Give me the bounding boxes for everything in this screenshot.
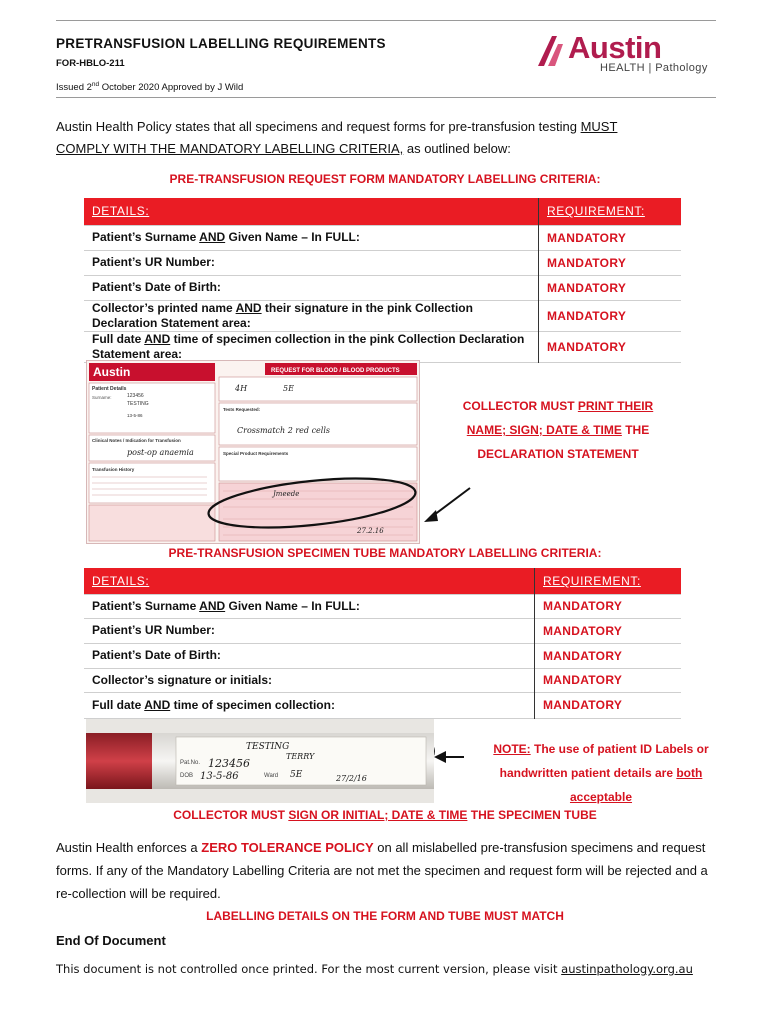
- form-row-detail: [84, 300, 539, 331]
- detail-text: Patient’s Date of Birth:: [92, 648, 221, 662]
- policy-paragraph: [56, 836, 722, 905]
- tube-row-detail: [84, 594, 535, 618]
- policy-text: Austin Health enforces a: [56, 840, 202, 855]
- tube-collector-instruction: [0, 808, 770, 822]
- policy-text: on all mislabelled pre-transfusion specimens and request forms. If any of the Mandatory Labelling Criteria are not met the specimen and request form will be rejected and a re-collection will be required.: [56, 840, 708, 901]
- form-sig-hand: Jmeede: [273, 490, 300, 498]
- form-bed-hand: 5E: [283, 384, 294, 393]
- form-row-requirement: MANDATORY: [547, 255, 627, 270]
- detail-underlined: AND: [144, 697, 171, 712]
- form-row: [84, 225, 681, 250]
- issued-prefix: Issued 2: [56, 82, 92, 94]
- tube-row-detail: [84, 692, 535, 718]
- tube-given-hand: TERRY: [286, 752, 315, 761]
- document-title: PRETRANSFUSION LABELLING REQUIREMENTS: [56, 36, 386, 51]
- form-header-details: DETAILS:: [84, 198, 539, 225]
- tube-row: [84, 594, 681, 618]
- note-text: handwritten patient details are: [499, 766, 677, 780]
- end-of-document: End Of Document: [56, 933, 166, 948]
- request-form-drawing: [87, 361, 419, 543]
- form-row: [84, 250, 681, 275]
- form-row-requirement: MANDATORY: [547, 308, 627, 323]
- form-given: TESTING: [127, 401, 149, 407]
- issued-line: [56, 81, 243, 93]
- intro-text-1: Austin Health Policy states that all specimens and request forms for pre-transfusion testing: [56, 119, 581, 134]
- callout-text: THE: [621, 423, 650, 437]
- form-special-label: Special Product Requirements: [223, 451, 289, 456]
- tube-criteria-title: PRE-TRANSFUSION SPECIMEN TUBE MANDATORY LABELLING CRITERIA:: [168, 546, 602, 560]
- logo-pathology: Pathology: [655, 62, 708, 74]
- detail-text: Full date: [92, 331, 145, 346]
- callout-text: DECLARATION STATEMENT: [477, 447, 639, 461]
- form-ward-hand: 4H: [235, 384, 248, 393]
- tube-row-detail: [84, 643, 535, 668]
- specimen-tube-image: [86, 719, 434, 803]
- form-surname-label: Surname:: [92, 395, 112, 400]
- form-row: [84, 275, 681, 300]
- form-tests-hand: Crossmatch 2 red cells: [237, 426, 331, 435]
- detail-text: time of specimen collection:: [170, 697, 335, 712]
- detail-underlined: AND: [144, 331, 171, 346]
- detail-text: their signature in the pink Collection Declaration Statement area:: [92, 300, 473, 330]
- issued-suffix: October 2020 Approved by J Wild: [99, 82, 244, 94]
- tube-patno-hand: 123456: [208, 757, 250, 770]
- instruction-text: COLLECTOR MUST: [173, 808, 289, 822]
- instruction-text: THE SPECIMEN TUBE: [467, 808, 597, 822]
- detail-underlined: AND: [235, 300, 262, 315]
- zero-tolerance: ZERO TOLERANCE POLICY: [201, 840, 374, 855]
- form-ur: 123456: [127, 393, 144, 399]
- form-row-detail: [84, 331, 539, 362]
- logo-subtitle: [600, 62, 708, 74]
- detail-text: time of specimen collection in the pink Collection Declaration Statement area:: [92, 331, 525, 361]
- tube-row: [84, 692, 681, 718]
- tube-row-requirement: MANDATORY: [543, 648, 623, 663]
- tube-row-detail: [84, 668, 535, 692]
- form-patient-details: Patient Details: [92, 386, 127, 392]
- tube-header-requirement: REQUIREMENT:: [535, 568, 682, 594]
- form-header-requirement: REQUIREMENT:: [539, 198, 682, 225]
- tube-dob-hand: 13-5-86: [200, 771, 239, 782]
- tube-row: [84, 668, 681, 692]
- logo-divider: |: [648, 62, 652, 74]
- header-rule: [56, 97, 716, 98]
- callout-underlined: NAME; SIGN; DATE & TIME: [466, 423, 622, 437]
- tube-row-requirement: MANDATORY: [543, 673, 623, 687]
- form-clinical-label: Clinical Notes / Indication for Transfusion: [92, 438, 181, 443]
- detail-text: Collector’s printed name: [92, 300, 236, 315]
- intro-text-2: as outlined below:: [403, 141, 511, 156]
- note-both: both: [676, 766, 703, 780]
- tube-row-requirement: MANDATORY: [543, 623, 623, 638]
- form-callout: [438, 394, 678, 466]
- detail-text: Patient’s UR Number:: [92, 255, 215, 269]
- detail-text: Patient’s Surname: [92, 230, 200, 244]
- form-row: [84, 331, 681, 362]
- tube-table-header: [84, 568, 681, 594]
- detail-text: Full date: [92, 697, 145, 712]
- must-match-heading: LABELLING DETAILS ON THE FORM AND TUBE MUST MATCH: [206, 909, 564, 923]
- form-row-detail: [84, 275, 539, 300]
- footer-note: [56, 962, 693, 976]
- detail-underlined: AND: [199, 230, 226, 244]
- footer-link[interactable]: austinpathology.org.au: [561, 962, 693, 976]
- detail-text: Patient’s Surname: [92, 598, 200, 613]
- note-label: NOTE:: [493, 742, 531, 756]
- detail-text: Patient’s Date of Birth:: [92, 280, 221, 294]
- logo-wordmark: Austin: [568, 30, 662, 65]
- note-acceptable: acceptable: [569, 790, 633, 804]
- form-row: [84, 300, 681, 331]
- intro-paragraph: [56, 116, 696, 160]
- detail-underlined: AND: [199, 598, 226, 613]
- note-text: The use of patient ID Labels or: [530, 742, 709, 756]
- intro-must: MUST: [580, 119, 618, 134]
- tube-row-requirement: MANDATORY: [543, 599, 623, 613]
- tube-dob-label: DOB: [180, 773, 194, 779]
- form-row-requirement: MANDATORY: [547, 230, 627, 245]
- form-row-detail: [84, 225, 539, 250]
- intro-criteria: COMPLY WITH THE MANDATORY LABELLING CRITERIA,: [56, 141, 404, 156]
- form-date-hand: 27.2.16: [357, 527, 384, 535]
- tube-header-details: DETAILS:: [84, 568, 535, 594]
- form-row-requirement: MANDATORY: [547, 280, 627, 295]
- callout-underlined: PRINT THEIR: [577, 399, 654, 413]
- document-code: FOR-HBLO-211: [56, 58, 125, 69]
- note-callout: [462, 737, 740, 809]
- form-tests-label: Tests Requested:: [223, 407, 261, 412]
- form-logo-text: Austin: [93, 365, 131, 379]
- tube-row-detail: [84, 618, 535, 643]
- footer-text: This document is not controlled once printed. For the most current version, please visit: [56, 962, 562, 976]
- form-history-label: Transfusion History: [92, 467, 135, 472]
- detail-text: Given Name – In FULL:: [225, 598, 360, 613]
- instruction-underlined: SIGN OR INITIAL; DATE & TIME: [288, 808, 468, 822]
- tube-row-requirement: MANDATORY: [543, 698, 623, 712]
- issued-superscript: nd: [91, 81, 100, 88]
- detail-text: Given Name – In FULL:: [225, 230, 360, 244]
- callout-text: COLLECTOR MUST: [462, 399, 578, 413]
- form-row-detail: [84, 250, 539, 275]
- logo-health: HEALTH: [600, 62, 645, 74]
- form-request-title: REQUEST FOR BLOOD / BLOOD PRODUCTS: [271, 368, 400, 374]
- tube-ward-hand: 5E: [290, 770, 303, 780]
- tube-name-hand: TESTING: [246, 742, 290, 752]
- logo-mark-icon: [536, 34, 572, 68]
- form-row-requirement: MANDATORY: [547, 339, 627, 354]
- tube-date-hand: 27/2/16: [336, 774, 367, 783]
- form-table-header: [84, 198, 681, 225]
- form-dob: 13-5-86: [127, 413, 143, 418]
- detail-text: Patient’s UR Number:: [92, 623, 215, 637]
- austin-health-logo: [536, 32, 716, 78]
- top-rule: [56, 20, 716, 21]
- tube-row: [84, 643, 681, 668]
- detail-text: Collector’s signature or initials:: [92, 672, 273, 687]
- tube-criteria-table: [84, 568, 681, 719]
- tube-patno-label: Pat.No.: [180, 760, 201, 766]
- tube-ward-label: Ward: [264, 773, 279, 779]
- form-criteria-title: PRE-TRANSFUSION REQUEST FORM MANDATORY LABELLING CRITERIA:: [169, 172, 601, 186]
- specimen-tube-drawing: [86, 719, 434, 803]
- form-criteria-table: [84, 198, 681, 363]
- tube-row: [84, 618, 681, 643]
- form-clinical-hand: post-op anaemia: [127, 448, 194, 457]
- request-form-image: [86, 360, 420, 544]
